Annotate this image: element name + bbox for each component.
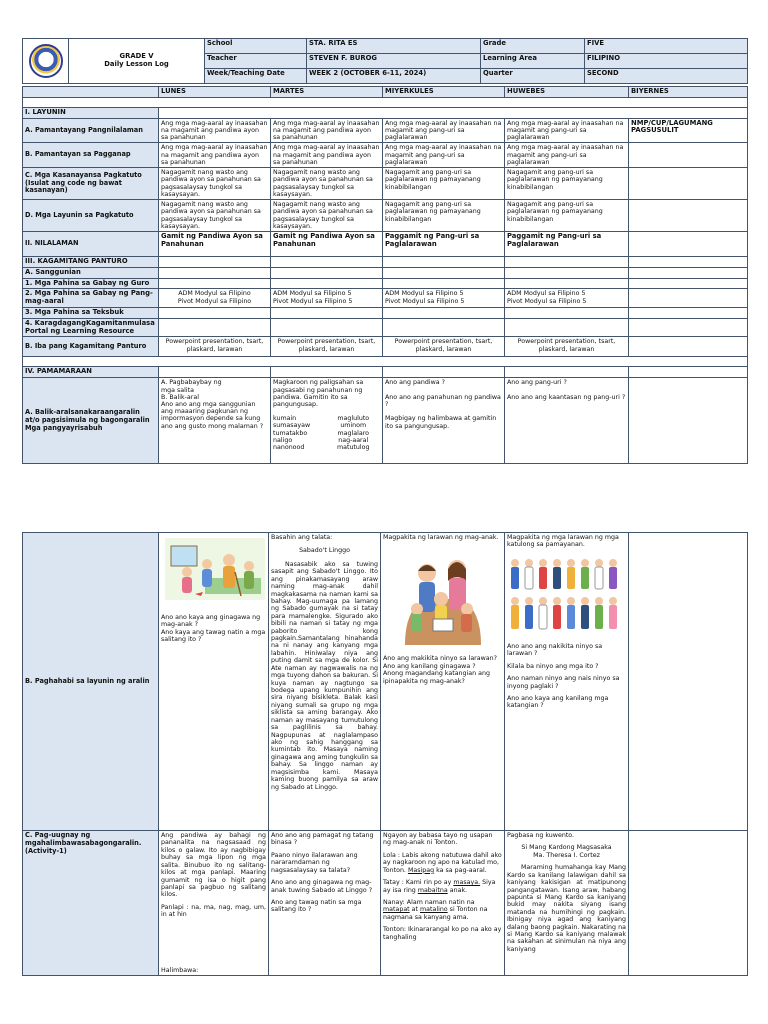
pamantayang-huwebes: Ang mga mag-aaral ay inaasahan na magamit ang pang-uri sa paglalarawan [505,118,629,143]
community-helpers-illustration [507,555,621,635]
pamantayang-biyernes: NMP/CUP/LAGUMANG PAGSUSULIT [629,118,748,143]
header-table [22,38,748,84]
day-header-lunes: LUNES [159,87,271,98]
gabay-mag-aaral-huwebes: ADM Modyul sa Filipino 5 Pivot Modyul sa Filipino 5 [505,289,629,308]
miyerkules-intro: Magpakita ng larawan ng mag-anak. [383,534,499,541]
lesson-plan-table-page2 [22,532,748,976]
lunes-pandiwa-def: Ang pandiwa ay bahagi ng pananalita na nagsasaad ng kilos o galaw. Ito ay nagbibigay buhay sa mga lipon ng mga salita. Binubuo ito ng salitang-kilos at mga panlapi. Maaring gumamit ng isa o higit pang panlapi sa pagbuo ng salitang kilos. [161,832,266,899]
paghahabi-miyerkules [381,533,505,831]
teacher-label: Teacher [205,54,307,69]
pagganap-biyernes [629,143,748,168]
school-value: STA. RITA ES [307,39,481,54]
pamantayang-miyerkules: Ang mga mag-aaral ay inaasahan na magamit ang pang-uri sa paglalarawan [383,118,505,143]
nilalaman-huwebes: Paggamit ng Pang-uri sa Paglalarawan [505,231,629,256]
layunin-pagkatuto-huwebes: Nagagamit ang pang-uri sa paglalarawan ng pamayanang kinabibilangan [505,200,629,232]
martes-c-question-1: Ano ano ang pamagat ng tatang binasa ? [271,832,374,847]
word: matutulog [336,444,370,452]
huwebes-story-title: Si Mang Kardong Magsasaka [521,844,612,852]
log-title: Daily Lesson Log [104,60,169,68]
martes-c-question-4: Ano ang tawag natin sa mga salitang ito ? [271,898,362,914]
balik-aral-miyerkules: Ano ang pandiwa ? Ano ano ang panahunan ng pandiwa ? Magbigay ng halimbawa at gamitin ito sa pangungusap. [383,378,505,464]
pamantayang-martes: Ang mga mag-aaral ay inaasahan na magamit ang pandiwa ayon sa panahunan [271,118,383,143]
iba-pang-biyernes [629,337,748,357]
underlined-adjective: mabaitna [417,886,448,894]
kagamitan-label: III. KAGAMITANG PANTURO [23,256,159,267]
family-reading-picture [397,547,489,647]
dialogue-text: si Tonton na nagmana sa kanyang ama. [383,906,488,921]
quarter-label: Quarter [481,69,585,84]
kasanayan-martes: Nagagamit nang wasto ang pandiwa ayon sa panahunan sa pagsasalaysay tungkol sa kasaysayan. [271,168,383,200]
dialogue-text: Lola : Labis akong natutuwa dahil ako ay nagkaroon ng apo na katulad mo, Tonton. [383,851,502,874]
lunes-halimbawa: Halimbawa: [161,966,199,974]
layunin-pagkatuto-lunes: Nagagamit nang wasto ang pandiwa ayon sa panahunan sa pagsasalaysay tungkol sa kasaysayan. [159,200,271,232]
layunin-pagkatuto-martes: Nagagamit nang wasto ang pandiwa ayon sa panahunan sa pagsasalaysay tungkol sa kasaysayan. [271,200,383,232]
dialogue-text: Tatay : Kami rin po ay [383,879,454,887]
huwebes-question-2: Kilala ba ninyo ang mga ito ? [507,662,599,670]
karagdagang-label: 4. KaragdagangKagamitanmulasa Portal ng Learning Resource [23,318,159,337]
paghahabi-martes [269,533,381,831]
pag-uugnay-lunes [159,831,269,976]
grade-title-cell [69,39,205,84]
pagganap-miyerkules: Ang mga mag-aaral ay inaasahan na magamit ang pang-uri sa paglalarawan [383,143,505,168]
deped-seal-cell [23,39,69,84]
dialogue-text: Siya ay isa ring [383,879,496,894]
balik-aral-lunes: A. Pagbabaybay ng mga salita B. Balik-aral Ano ano ang mga sanggunian ang maaaring pagkunan ng impormasyon depende sa kung ano ang gusto mong malaman ? [159,378,271,464]
pagganap-martes: Ang mga mag-aaral ay inaasahan na magamit ang pandiwa ayon sa panahunan [271,143,383,168]
martes-c-question-3: Ano ano ang ginagawa ng mag-anak tuwing Sabado at Linggo ? [271,879,373,894]
grade-label: Grade [481,39,585,54]
gabay-guro-label: 1. Mga Pahina sa Gabay ng Guro [23,278,159,289]
pag-uugnay-miyerkules [381,831,505,976]
iba-pang-miyerkules: Powerpoint presentation, tsart, plaskard, larawan [383,337,505,357]
deped-seal-logo [29,44,63,78]
day-header-biyernes: BIYERNES [629,87,748,98]
underlined-adjective: masaya. [453,879,481,887]
huwebes-question-1: Ano ano ang nakikita ninyo sa larawan ? [507,642,603,658]
pamantayang-lunes: Ang mga mag-aaral ay inaasahan na magamit ang pandiwa ayon sa panahunan [159,118,271,143]
dialogue-text: at [409,906,420,914]
dialogue-tonton: Tonton: Ikinararangal ko po na ako ay tanghaling [383,926,502,941]
teksbuk-label: 3. Mga Pahina sa Teksbuk [23,308,159,319]
miyerkules-questions: Ano ang makikita ninyo sa larawan? Ano ang kanilang ginagawa ? Anong magandang katangian ang ipinapakita ng mag-anak? [383,655,497,685]
iba-pang-lunes: Powerpoint presentation, tsart, plaskard, larawan [159,337,271,357]
word: sumasayaw [273,422,311,430]
balik-aral-label: A. Balik-aralsanakaraangaralin at/o pagsisimula ng bagongaralin Mga pangyayrisabuh [23,378,159,464]
nilalaman-martes: Gamit ng Pandiwa Ayon sa Panahunan [271,231,383,256]
balik-aral-biyernes [629,378,748,464]
gabay-mag-aaral-lunes: ADM Modyul sa Filipino Pivot Modyul sa Filipino [159,289,271,308]
word: nanonood [273,444,305,452]
balik-aral-huwebes: Ano ang pang-uri ? Ano ano ang kaantasan ng pang-uri ? [505,378,629,464]
kasanayan-miyerkules: Nagagamit ang pang-uri sa paglalarawan ng pamayanang kinabibilangan [383,168,505,200]
pagganap-label: B. Pamantayan sa Pagganap [23,143,159,168]
iba-pang-label: B. Iba pang Kagamitang Panturo [23,337,159,357]
lesson-plan-table [22,86,748,464]
nilalaman-biyernes [629,231,748,256]
grade-value: FIVE [585,39,748,54]
martes-story-title: Sabado't Linggo [299,547,350,555]
pag-uugnay-martes [269,831,381,976]
word: maglalaro [337,429,369,437]
pamantayang-label: A. Pamantayang Pangnilalaman [23,118,159,143]
paghahabi-biyernes [629,533,748,831]
word: tumatakbo [273,429,308,437]
teacher-value: STEVEN F. BUROG [307,54,481,69]
huwebes-question-3: Ano naman ninyo ang nais ninyo sa inyong paglaki ? [507,675,620,690]
huwebes-intro: Magpakita ng mga larawan ng mga katulong sa pamayanan. [507,534,619,549]
pagganap-huwebes: Ang mga mag-aaral ay inaasahan na magamit ang pang-uri sa paglalarawan [505,143,629,168]
pag-uugnay-biyernes [629,831,748,976]
balik-aral-martes-text: Magkaroon ng paligsahan sa pagsasabi ng panahunan ng pandiwa. Gamitin ito sa pangungusap. [273,379,364,408]
balik-aral-martes-words [273,415,380,451]
dialogue-tatay [383,879,502,894]
family-reading-illustration [397,547,489,647]
word: nag-aaral [338,436,369,444]
gabay-mag-aaral-biyernes [629,289,748,308]
huwebes-c-intro: Pagbasa ng kuwento. [507,832,575,839]
underlined-adjective: matapat [383,906,410,914]
nilalaman-label: II. NILALAMAN [23,231,159,256]
quarter-value: SECOND [585,69,748,84]
iba-pang-huwebes: Powerpoint presentation, tsart, plaskard, larawan [505,337,629,357]
layunin-pagkatuto-miyerkules: Nagagamit ang pang-uri sa paglalarawan ng pamayanang kinabibilangan [383,200,505,232]
word: naligo [273,436,293,444]
kasanayan-lunes: Nagagamit nang wasto ang pandiwa ayon sa panahunan sa pagsasalaysay tungkol sa kasaysayan. [159,168,271,200]
day-header-martes: MARTES [271,87,383,98]
dialogue-text: anak. [447,886,468,894]
martes-story: Nasasabik ako sa tuwing sasapit ang Sabado't Linggo. Ito ang pinakamasayang araw naming mag-anak dahil magkakasama na naman kami sa bahay. Mag-uumaga pa lamang ng Sabado gumayak na si tatay para mamalengke. Sigurado ako bibili na naman si tatay ng mga paborito kong pagkain.Samantalang hinahanda na ni nanay ang kanyang mga labahin. Hiniwalay niya ang puting damit sa mga de kolor. Si Ate naman ay nagwawalis na ng mga tuyong dahon sa bakuran. Si kuya naman ay nagtungo sa bodega upang kumpunihin ang sira niyang bisikleta. Balak kasi niyang sumali sa grupo ng mga siklista sa aming barangay. Ako naman ay masayang tumutulong sa paglilinis sa bahay. Nagpupunas at naglalampaso ako ng sahig hanggang sa kumintab ito. Masaya naming ginagawa ang aming tungkulin sa bahay. Sa linggo naman ay magsisimba kami. Masaya kaming buong pamilya sa araw ng Sabado at Linggo. [271,560,378,791]
day-header-miyerkules: MIYERKULES [383,87,505,98]
pagganap-lunes: Ang mga mag-aaral ay inaasahan na magamit ang pandiwa ayon sa panahunan [159,143,271,168]
huwebes-story: Maraming humahanga kay Mang Kardo sa kanilang lalawigan dahil sa kaniyang kakisigan at matipunong pangangatawan. Isang araw, habang papunta si Mang Kardo sa kaniyang bukid may nakita siyang isang matanda na humihingi ng pagkain. Ibinigay niya agad ang kaniyang dalang baong pagkain. Nakarating na si Mang Kardo sa kaniyang malawak na sakahan at sinimulan na niya ang kaniyang [507,864,626,953]
pamamaraan-label: IV. PAMAMARAAN [23,367,159,378]
dialogue-lola [383,852,502,874]
kasanayan-label: C. Mga Kasanayansa Pagkatuto (Isulat ang code ng bawat kasanayan) [23,168,159,200]
learning-area-value: FILIPINO [585,54,748,69]
gabay-mag-aaral-martes: ADM Modyul sa Filipino 5 Pivot Modyul sa Filipino 5 [271,289,383,308]
iba-pang-martes: Powerpoint presentation, tsart, plaskard, larawan [271,337,383,357]
dialogue-text: ka sa pag-aaral. [434,866,487,874]
lunes-question-2: Ano kaya ang tawag natin a mga salitang ito ? [161,628,266,644]
lunes-panlapi: Panlapi : na, ma, nag, mag, um, in at hin [161,903,266,919]
grade-title: GRADE V [119,52,154,61]
kasanayan-huwebes: Nagagamit ang pang-uri sa paglalarawan ng pamayanang kinabibilangan [505,168,629,200]
week-value: WEEK 2 (OCTOBER 6-11, 2024) [307,69,481,84]
pag-uugnay-huwebes [505,831,629,976]
nilalaman-lunes: Gamit ng Pandiwa Ayon sa Panahunan [159,231,271,256]
lunes-question-1: Ano ano kaya ang ginagawa ng mag-anak ? [161,614,261,629]
paghahabi-label: B. Paghahabi sa layunin ng aralin [23,533,159,831]
nilalaman-miyerkules: Paggamit ng Pang-uri sa Paglalarawan [383,231,505,256]
learning-area-label: Learning Area [481,54,585,69]
underlined-adjective: Masipag [407,866,435,874]
empty-header-cell [23,87,159,98]
family-cleaning-picture [165,538,265,600]
day-header-huwebes: HUWEBES [505,87,629,98]
word: kumain [273,415,297,423]
paghahabi-huwebes [505,533,629,831]
pag-uugnay-label: C. Pag-uugnay ng mgahalimbawasabagongaralin. (Activity-1) [23,831,159,976]
martes-intro: Basahin ang talata: [271,534,333,541]
huwebes-story-author: Ma. Theresa I. Cortez [533,851,600,859]
section-layunin: I. LAYUNIN [23,107,159,118]
layunin-pagkatuto-biyernes [629,200,748,232]
school-label: School [205,39,307,54]
paghahabi-lunes [159,533,269,831]
word: uminom [340,422,367,430]
martes-c-question-2: Paano ninyo ilalarawan ang nararamdaman ng nagsasalaysay sa talata? [271,851,358,874]
family-cleaning-illustration [165,538,265,600]
underlined-adjective: matalino [420,906,448,914]
sanggunian-label: A. Sanggunian [23,267,159,278]
week-label: Week/Teaching Date [205,69,307,84]
gabay-mag-aaral-miyerkules: ADM Modyul sa Filipino 5 Pivot Modyul sa Filipino 5 [383,289,505,308]
huwebes-question-4: Ano ano kaya ang kanilang mga katangian ? [507,694,609,710]
dialogue-text: Nanay: Alam naman natin na [383,898,475,906]
word: magluluto [337,415,370,423]
gabay-mag-aaral-label: 2. Mga Pahina sa Gabay ng Pang-mag-aaral [23,289,159,308]
balik-aral-martes [271,378,383,464]
layunin-blank [159,107,748,118]
community-helpers-picture [507,555,621,635]
layunin-pagkatuto-label: D. Mga Layunin sa Pagkatuto [23,200,159,232]
kasanayan-biyernes [629,168,748,200]
miyerkules-c-intro: Ngayon ay babasa tayo ng usapan ng mag-anak ni Tonton. [383,832,493,847]
dialogue-nanay [383,899,502,921]
